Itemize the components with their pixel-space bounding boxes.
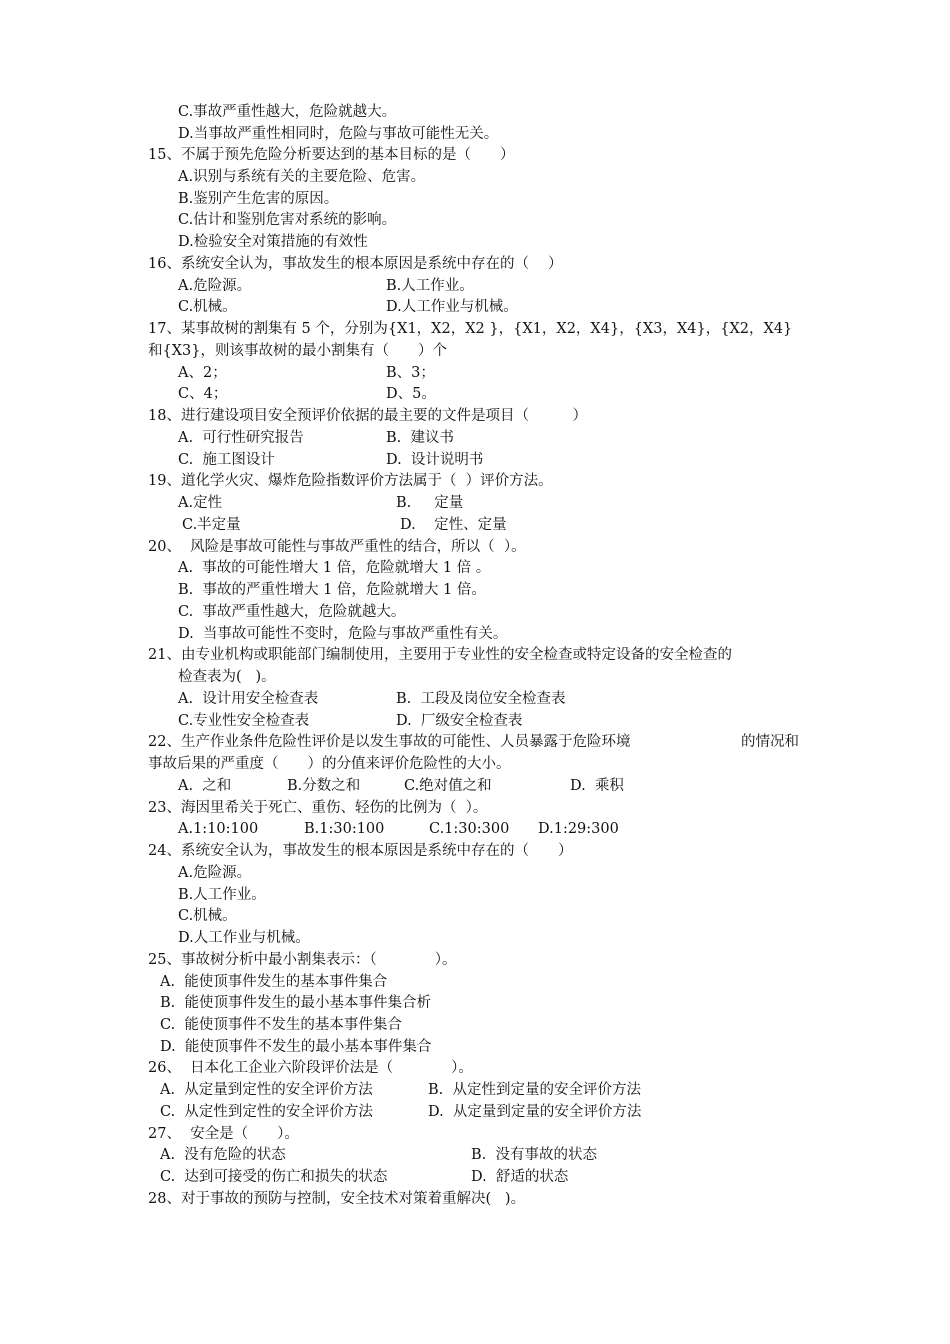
q24-option-d: D.人工作业与机械。 — [178, 930, 310, 946]
q27-option-d: D. 舒适的状态 — [471, 1169, 569, 1185]
q16-stem: 16、系统安全认为，事故发生的根本原因是系统中存在的（ ） — [148, 256, 563, 272]
q22-stem-cont: 事故后果的严重度（ ）的分值来评价危险性的大小。 — [148, 756, 511, 772]
q16-option-c: C.机械。 — [178, 299, 237, 315]
q24-stem: 24、系统安全认为，事故发生的根本原因是系统中存在的（ ） — [148, 843, 573, 859]
q17-option-d: D、5。 — [386, 386, 436, 402]
q22-stem-tail: 的情况和 — [741, 734, 799, 750]
q26-option-a: A. 从定量到定性的安全评价方法 — [160, 1082, 373, 1098]
q23-option-a: A.1:10:100 — [178, 821, 259, 837]
q23-option-d: D.1:29:300 — [538, 821, 619, 837]
q20-stem: 20、 风险是事故可能性与事故严重性的结合，所以（ ）。 — [148, 539, 526, 555]
q26-option-d: D. 从定量到定量的安全评价方法 — [428, 1104, 642, 1120]
q27-stem: 27、 安全是（ ）。 — [148, 1126, 299, 1142]
q21-option-c: C.专业性安全检查表 — [178, 713, 310, 729]
q19-option-b: B. 定量 — [396, 495, 464, 511]
q19-option-d: D. 定性、定量 — [400, 517, 507, 533]
q15-option-d: D.检验安全对策措施的有效性 — [178, 234, 368, 250]
q18-option-a: A. 可行性研究报告 — [178, 430, 304, 446]
q16-option-d: D.人工作业与机械。 — [386, 299, 518, 315]
q27-option-c: C. 达到可接受的伤亡和损失的状态 — [160, 1169, 388, 1185]
q21-option-d: D. 厂级安全检查表 — [396, 713, 523, 729]
q22-option-d: D. 乘积 — [570, 778, 624, 794]
q27-option-a: A. 没有危险的状态 — [160, 1147, 286, 1163]
q14-option-c: C.事故严重性越大，危险就越大。 — [178, 104, 397, 120]
q15-option-b: B.鉴别产生危害的原因。 — [178, 191, 339, 207]
q23-option-c: C.1:30:300 — [429, 821, 510, 837]
q21-option-b: B. 工段及岗位安全检查表 — [396, 691, 566, 707]
q21-stem: 21、由专业机构或职能部门编制使用，主要用于专业性的安全检查或特定设备的安全检查的 — [148, 647, 732, 663]
q24-option-b: B.人工作业。 — [178, 887, 266, 903]
q23-stem: 23、海因里希关于死亡、重伤、轻伤的比例为（ ）。 — [148, 800, 488, 816]
q20-option-d: D. 当事故可能性不变时，危险与事故严重性有关。 — [178, 626, 508, 642]
q17-option-a: A、2； — [178, 365, 227, 381]
q16-option-a: A.危险源。 — [178, 278, 252, 294]
q18-stem: 18、进行建设项目安全预评价依据的最主要的文件是项目（ ） — [148, 408, 587, 424]
q25-option-a: A. 能使顶事件发生的基本事件集合 — [160, 974, 388, 990]
q18-option-c: C. 施工图设计 — [178, 452, 275, 468]
q25-stem: 25、事故树分析中最小割集表示：（ ）。 — [148, 952, 457, 968]
q19-option-a: A.定性 — [178, 495, 223, 511]
q15-option-c: C.估计和鉴别危害对系统的影响。 — [178, 212, 397, 228]
q17-stem: 17、某事故树的割集有 5 个，分别为{X1，X2，X2 }，{X1，X2，X4}，{X3，X4}，{X2，X4} — [148, 321, 793, 337]
q23-option-b: B.1:30:100 — [304, 821, 385, 837]
q18-option-b: B. 建议书 — [386, 430, 454, 446]
q22-option-c: C.绝对值之和 — [404, 778, 492, 794]
q19-option-c: C.半定量 — [182, 517, 241, 533]
q18-option-d: D. 设计说明书 — [386, 452, 484, 468]
q17-option-b: B、3； — [386, 365, 435, 381]
q21-stem-cont: 检查表为( )。 — [178, 669, 276, 685]
q22-stem: 22、生产作业条件危险性评价是以发生事故的可能性、人员暴露于危险环境 — [148, 734, 631, 750]
q28-stem: 28、对于事故的预防与控制，安全技术对策着重解决( )。 — [148, 1191, 526, 1207]
q20-option-c: C. 事故严重性越大，危险就越大。 — [178, 604, 406, 620]
q20-option-a: A. 事故的可能性增大 1 倍，危险就增大 1 倍 。 — [178, 560, 491, 576]
q19-stem: 19、道化学火灾、爆炸危险指数评价方法属于（ ）评价方法。 — [148, 473, 553, 489]
q14-option-d: D.当事故严重性相同时，危险与事故可能性无关。 — [178, 126, 499, 142]
q26-option-b: B. 从定性到定量的安全评价方法 — [428, 1082, 641, 1098]
q24-option-a: A.危险源。 — [178, 865, 252, 881]
q17-stem-cont: 和{X3}，则该事故树的最小割集有（ ）个 — [148, 343, 447, 359]
q15-option-a: A.识别与系统有关的主要危险、危害。 — [178, 169, 426, 185]
q27-option-b: B. 没有事故的状态 — [471, 1147, 597, 1163]
q16-option-b: B.人工作业。 — [386, 278, 474, 294]
q25-option-d: D. 能使顶事件不发生的最小基本事件集合 — [160, 1039, 432, 1055]
q21-option-a: A. 设计用安全检查表 — [178, 691, 319, 707]
q25-option-b: B. 能使顶事件发生的最小基本事件集合析 — [160, 995, 431, 1011]
q24-option-c: C.机械。 — [178, 908, 237, 924]
q22-option-a: A. 之和 — [178, 778, 232, 794]
q15-stem: 15、不属于预先危险分析要达到的基本目标的是（ ） — [148, 147, 515, 163]
q26-stem: 26、 日本化工企业六阶段评价法是（ ）。 — [148, 1060, 473, 1076]
q17-option-c: C、4； — [178, 386, 228, 402]
q25-option-c: C. 能使顶事件不发生的基本事件集合 — [160, 1017, 402, 1033]
q22-option-b: B.分数之和 — [287, 778, 361, 794]
q20-option-b: B. 事故的严重性增大 1 倍，危险就增大 1 倍。 — [178, 582, 486, 598]
q26-option-c: C. 从定性到定性的安全评价方法 — [160, 1104, 373, 1120]
